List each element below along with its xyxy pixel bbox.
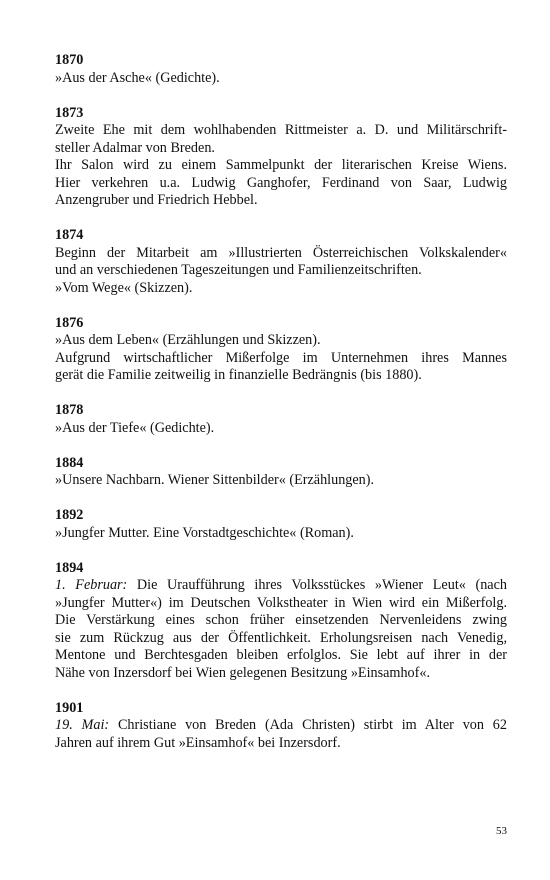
entry-1901 bbox=[55, 700, 507, 753]
chronology-page bbox=[55, 52, 507, 770]
entry-1874 bbox=[55, 227, 507, 297]
entry-text-line: und an verschiedenen Tageszeitungen und Familienzeitschriften. bbox=[55, 262, 422, 278]
entry-1884 bbox=[55, 455, 507, 490]
entry-text-line: »Jungfer Mutter. Eine Vorstadtgeschichte« (Roman). bbox=[55, 524, 354, 541]
entry-text-line: Anzengruber und Friedrich Hebbel. bbox=[55, 192, 258, 208]
year-heading: 1870 bbox=[55, 52, 84, 68]
year-heading: 1892 bbox=[55, 507, 84, 523]
entry-text-line: Hier verkehren u.a. Ludwig Ganghofer, Ferdinand von Saar, Ludwig bbox=[55, 174, 507, 191]
year-heading: 1876 bbox=[55, 314, 84, 331]
entry-text-line: Zweite Ehe mit dem wohlhabenden Rittmeister a. D. und Militärschrift- bbox=[55, 122, 507, 138]
page-number: 53 bbox=[496, 825, 507, 837]
entry-text-line: Ihr Salon wird zu einem Sammelpunkt der literarischen Kreise Wiens. bbox=[55, 157, 507, 173]
entry-text-line: »Jungfer Mutter«) im Deutschen Volkstheater in Wien wird ein Mißerfolg. bbox=[55, 594, 507, 611]
entry-text-line bbox=[55, 577, 507, 595]
entry-text-segment: Christiane von Breden (Ada Christen) stirbt im Alter von 62 bbox=[109, 717, 507, 733]
entry-text-line: Jahren auf ihrem Gut »Einsamhof« bei Inzersdorf. bbox=[55, 734, 341, 751]
entry-text-line: gerät die Familie zeitweilig in finanzielle Bedrängnis (bis 1880). bbox=[55, 367, 422, 383]
entry-text-line: »Aus dem Leben« (Erzählungen und Skizzen). bbox=[55, 332, 321, 348]
entry-1876 bbox=[55, 315, 507, 385]
entry-text-line: Nähe von Inzersdorf bei Wien gelegenen Besitzung »Einsamhof«. bbox=[55, 664, 431, 681]
entry-date: 19. Mai: bbox=[55, 717, 110, 733]
entry-text-line: Die Verstärkung eines schon früher einsetzenden Nervenleidens zwing bbox=[55, 612, 507, 628]
year-heading: 1874 bbox=[55, 227, 84, 243]
year-heading: 1873 bbox=[55, 104, 84, 121]
entry-text-line: »Unsere Nachbarn. Wiener Sittenbilder« (Erzählungen). bbox=[55, 472, 375, 488]
entry-text-line: Mentone und Berchtesgaden bleiben erfolglos. Sie lebt auf ihrer in der bbox=[55, 647, 507, 663]
entry-1873 bbox=[55, 105, 507, 210]
year-heading: 1884 bbox=[55, 454, 84, 471]
entry-text-line: Aufgrund wirtschaftlicher Mißerfolge im Unternehmen ihres Mannes bbox=[55, 349, 507, 366]
entry-text-segment: Die Uraufführung ihres Volksstückes »Wiener Leut« (nach bbox=[127, 577, 507, 593]
year-heading: 1901 bbox=[55, 699, 84, 716]
entry-text-line bbox=[55, 717, 507, 735]
entry-text-line: steller Adalmar von Breden. bbox=[55, 139, 215, 156]
entry-1892 bbox=[55, 507, 507, 542]
entry-text-line: »Aus der Asche« (Gedichte). bbox=[55, 69, 220, 86]
entry-1878 bbox=[55, 402, 507, 437]
entry-text-line: »Vom Wege« (Skizzen). bbox=[55, 279, 193, 296]
entry-date: 1. Februar: bbox=[55, 577, 128, 593]
entry-text-line: »Aus der Tiefe« (Gedichte). bbox=[55, 419, 215, 436]
entry-text-line: sie zum Rückzug aus der Öffentlichkeit. Erholungsreisen nach Venedig, bbox=[55, 629, 507, 646]
year-heading: 1878 bbox=[55, 402, 84, 418]
entry-text-line: Beginn der Mitarbeit am »Illustrierten Österreichischen Volkskalender« bbox=[55, 244, 507, 261]
entry-1870 bbox=[55, 52, 507, 87]
entry-1894 bbox=[55, 560, 507, 683]
year-heading: 1894 bbox=[55, 559, 84, 576]
